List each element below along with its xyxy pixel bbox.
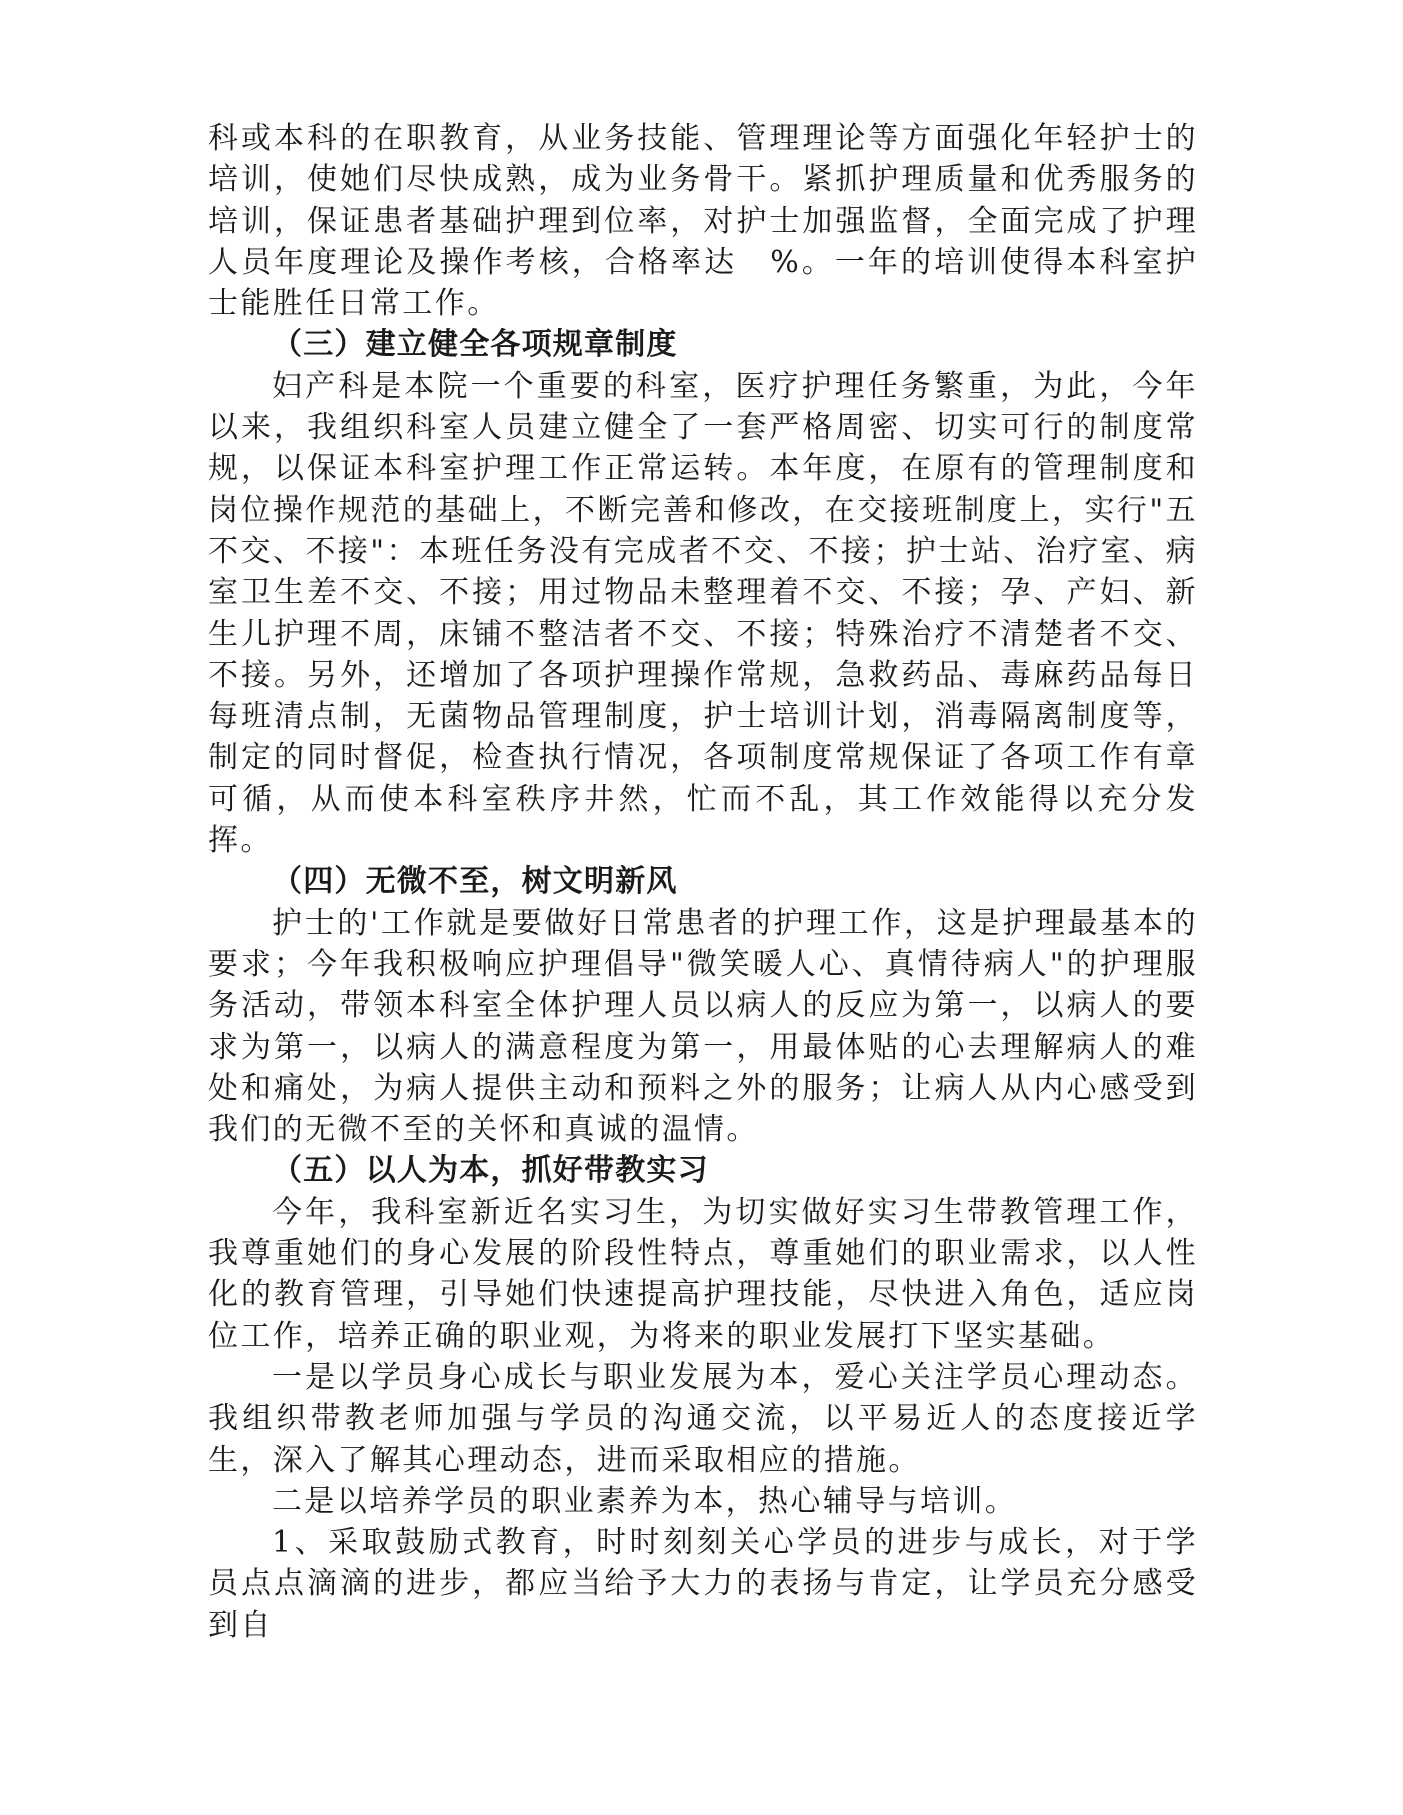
paragraph-training: 科或本科的在职教育，从业务技能、管理理论等方面强化年轻护士的培训，使她们尽快成熟，成为业务骨干。紧抓护理质量和优秀服务的培训，保证患者基础护理到位率，对护士加强监督，全面完成了护理人员年度理论及操作考核，合格率达 %。一年的培训使得本科室护士能胜任日常工作。	[208, 121, 1198, 322]
paragraph-service: 护士的'工作就是要做好日常患者的护理工作，这是护理最基本的要求；今年我积极响应护理倡导"微笑暖人心、真情待病人"的护理服务活动，带领本科室全体护理人员以病人的反应为第一，以病人的要求为第一，以病人的满意程度为第一，用最体贴的心去理解病人的难处和痛处，为病人提供主动和预料之外的服务；让病人从内心感受到我们的无微不至的关怀和真诚的温情。	[208, 905, 1198, 1148]
document-page	[208, 118, 1198, 1646]
paragraph-item-1: 1、采取鼓励式教育，时时刻刻关心学员的进步与成长，对于学员点点滴滴的进步，都应当给予大力的表扬与肯定，让学员充分感受到自	[208, 1525, 1198, 1643]
paragraph-point-2: 二是以培养学员的职业素养为本，热心辅导与培训。	[272, 1483, 1018, 1519]
paragraph-rules: 妇产科是本院一个重要的科室，医疗护理任务繁重，为此，今年以来，我组织科室人员建立健全了一套严格周密、切实可行的制度常规，以保证本科室护理工作正常运转。本年度，在原有的管理制度和岗位操作规范的基础上，不断完善和修改，在交接班制度上，实行"五不交、不接"：本班任务没有完成者不交、不接；护士站、治疗室、病室卫生差不交、不接；用过物品未整理着不交、不接；孕、产妇、新生儿护理不周，床铺不整洁者不交、不接；特殊治疗不清楚者不交、不接。另外，还增加了各项护理操作常规，急救药品、毒麻药品每日每班清点制，无菌物品管理制度，护士培训计划，消毒隔离制度等，制定的同时督促，检查执行情况，各项制度常规保证了各项工作有章可循，从而使本科室秩序井然，忙而不乱，其工作效能得以充分发挥。	[208, 368, 1198, 859]
section-heading-5: （五）以人为本，抓好带教实习	[272, 1153, 709, 1189]
section-heading-4: （四）无微不至，树文明新风	[272, 864, 678, 900]
section-heading-3: （三）建立健全各项规章制度	[272, 327, 678, 363]
paragraph-interns: 今年，我科室新近名实习生，为切实做好实习生带教管理工作，我尊重她们的身心发展的阶段性特点，尊重她们的职业需求，以人性化的教育管理，引导她们快速提高护理技能，尽快进入角色，适应岗位工作，培养正确的职业观，为将来的职业发展打下坚实基础。	[208, 1194, 1198, 1354]
paragraph-point-1: 一是以学员身心成长与职业发展为本，爱心关注学员心理动态。我组织带教老师加强与学员的沟通交流，以平易近人的态度接近学生，深入了解其心理动态，进而采取相应的措施。	[208, 1359, 1198, 1478]
